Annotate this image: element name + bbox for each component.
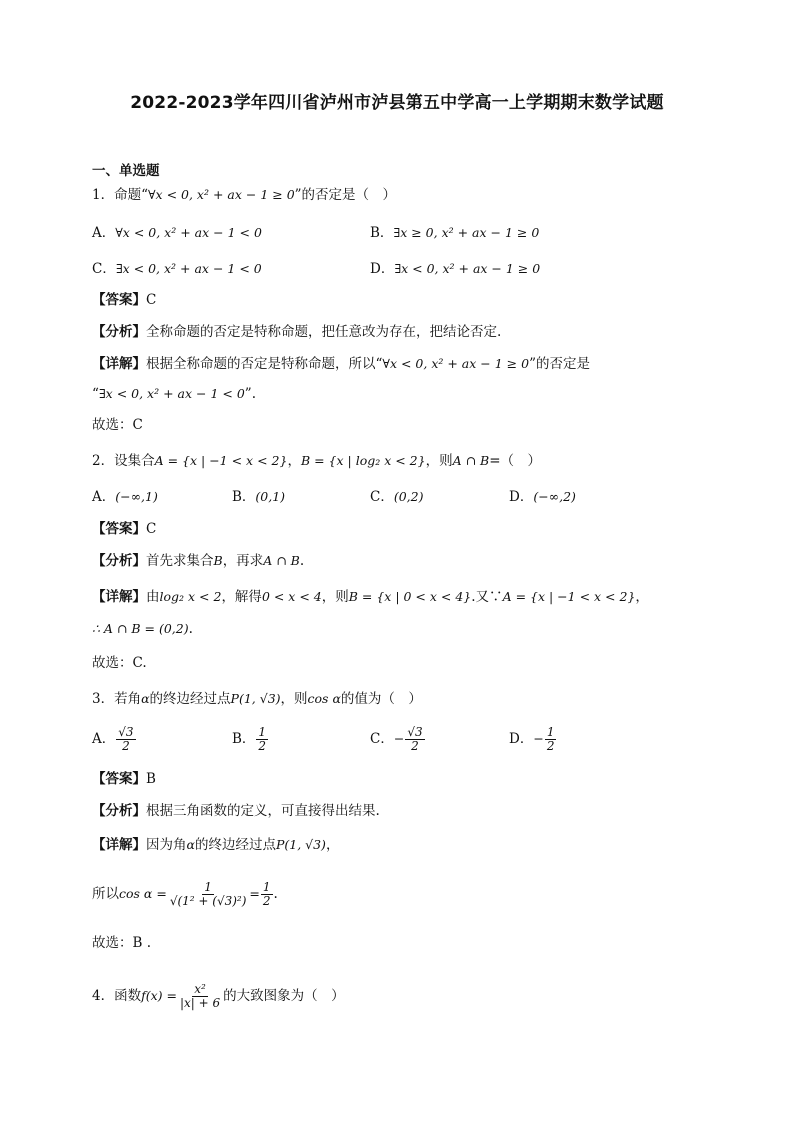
q3-detail-cont: 所以cos α = $\frac{1}{\text{√(1² + (√3)²)}}$ = $\frac{1}{2}$ . xyxy=(92,880,278,908)
q1-option-d: D．∃x < 0, x² + ax − 1 ≥ 0 xyxy=(370,261,541,277)
q2-answer: 【答案】C xyxy=(92,521,157,537)
q2-option-d: D．(−∞,2) xyxy=(509,489,576,505)
q1-detail-cont: “∃x < 0, x² + ax − 1 < 0”. xyxy=(92,386,256,402)
q3-option-c: C．− $\frac{√3}{2}$ xyxy=(370,725,423,753)
q3-option-b-fraction: $\frac{1}{2}$ xyxy=(258,725,267,753)
q3-option-d: D．− $\frac{1}{2}$ xyxy=(509,725,555,753)
q2-option-b: B．(0,1) xyxy=(232,489,286,505)
q4-function-fraction: $\frac{\text{x²}}{|x| + 6}$ xyxy=(179,982,221,1010)
q3-option-b: B． $\frac{1}{2}$ xyxy=(232,725,267,753)
q2-detail-cont: ∴ A ∩ B = (0,2). xyxy=(92,621,193,637)
document-title: 2022-2023学年四川省泸州市泸县第五中学高一上学期期末数学试题 xyxy=(130,93,664,113)
q1-detail: 【详解】根据全称命题的否定是特称命题，所以“∀x < 0, x² + ax − 1 ≥ 0”的否定是 xyxy=(92,356,590,372)
q3-analysis: 【分析】根据三角函数的定义，可直接得出结果. xyxy=(92,803,380,819)
q3-option-d-fraction: $\frac{1}{2}$ xyxy=(546,725,555,753)
q3-option-c-fraction: $\frac{√3}{2}$ xyxy=(407,725,423,753)
q1-choice: 故选：C xyxy=(92,417,143,433)
q3-choice: 故选：B . xyxy=(92,935,152,951)
q2-analysis: 【分析】首先求集合B，再求A ∩ B. xyxy=(92,553,305,569)
q1-option-b: B．∃x ≥ 0, x² + ax − 1 ≥ 0 xyxy=(370,225,540,241)
q1-option-a: A．∀x < 0, x² + ax − 1 < 0 xyxy=(92,225,262,241)
q3-detail-fraction: $\frac{1}{\text{√(1² + (√3)²)}}$ xyxy=(169,880,247,908)
q3-detail: 【详解】因为角α的终边经过点P(1, √3)， xyxy=(92,837,340,853)
q3-option-a: A． $\frac{√3}{2}$ xyxy=(92,725,134,753)
q1-answer: 【答案】C xyxy=(92,292,157,308)
section-heading: 一、单选题 xyxy=(92,163,160,179)
q2-stem: 2．设集合A = {x | −1 < x < 2}，B = {x | log₂ x < 2}，则A ∩ B=（ ） xyxy=(92,453,542,469)
q2-detail: 【详解】由log₂ x < 2，解得0 < x < 4，则B = {x | 0 < x < 4}.又∵A = {x | −1 < x < 2}， xyxy=(92,589,649,605)
q1-stem: 1．命题“∀x < 0, x² + ax − 1 ≥ 0”的否定是（ ） xyxy=(92,187,397,203)
q3-stem: 3．若角α的终边经过点P(1, √3)，则cos α的值为（ ） xyxy=(92,691,422,707)
q2-choice: 故选：C. xyxy=(92,655,147,671)
q3-answer: 【答案】B xyxy=(92,771,156,787)
q1-option-c: C．∃x < 0, x² + ax − 1 < 0 xyxy=(92,261,262,277)
q1-analysis: 【分析】全称命题的否定是特称命题，把任意改为存在，把结论否定. xyxy=(92,324,502,340)
q3-option-a-fraction: $\frac{√3}{2}$ xyxy=(118,725,134,753)
q2-option-c: C．(0,2) xyxy=(370,489,424,505)
q3-detail-result-fraction: $\frac{1}{2}$ xyxy=(262,880,271,908)
q2-option-a: A．(−∞,1) xyxy=(92,489,158,505)
q4-stem: 4．函数f(x) = $\frac{\text{x²}}{|x| + 6}$ 的大致图象为（ ） xyxy=(92,982,345,1010)
